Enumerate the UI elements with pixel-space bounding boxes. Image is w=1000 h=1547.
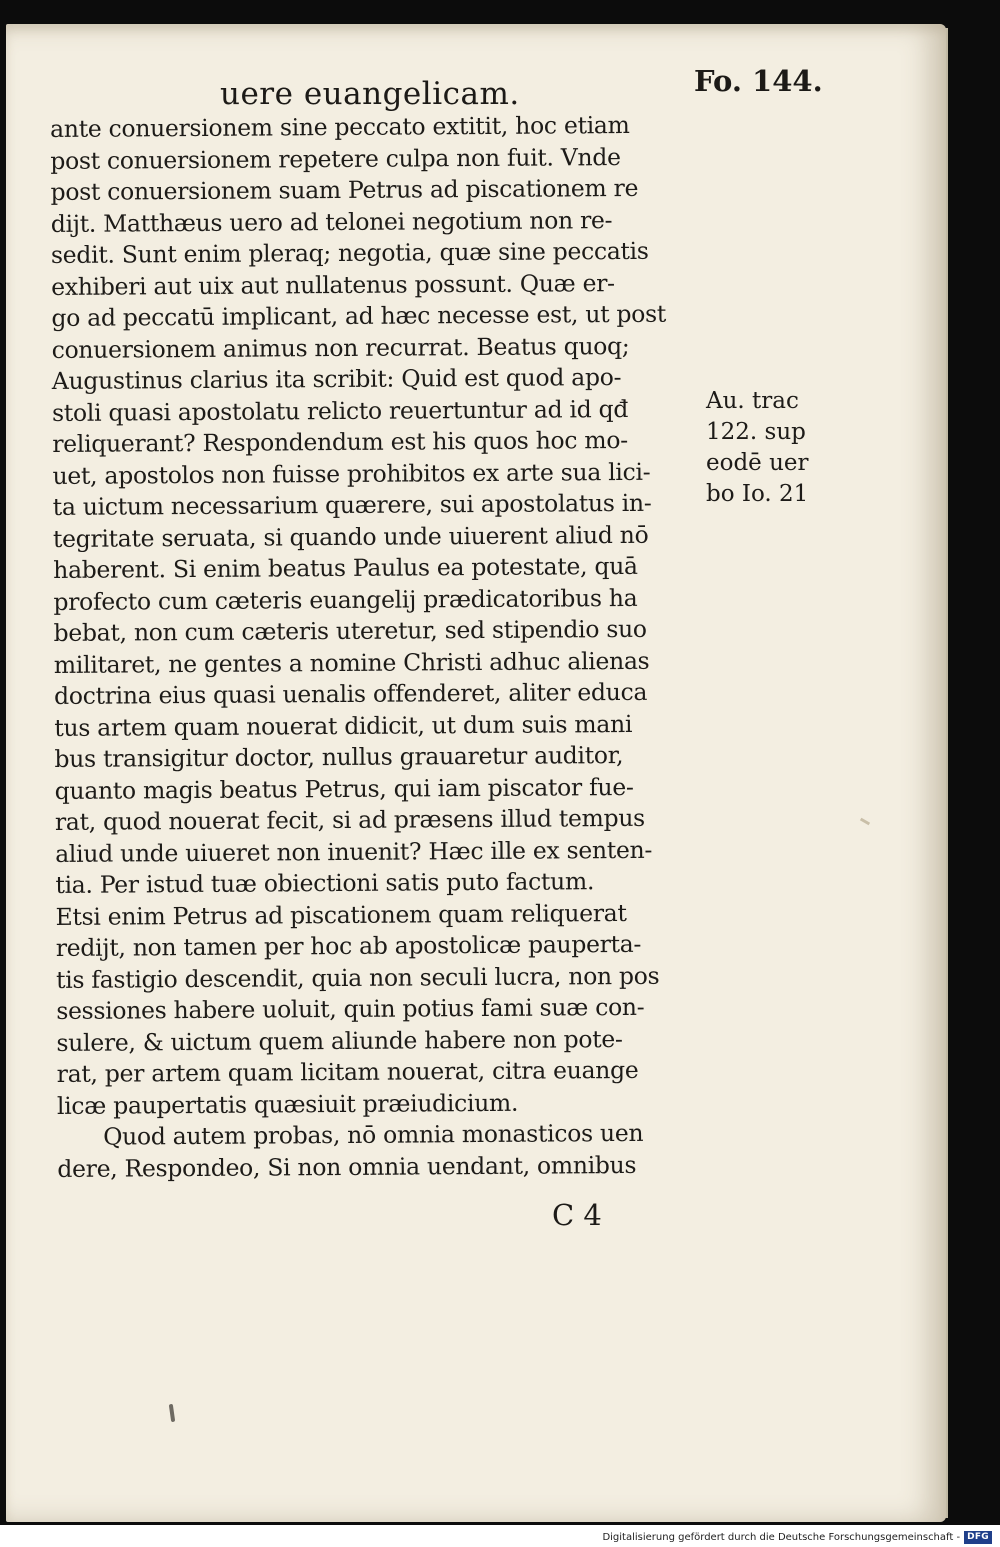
- marginal-note-line: bo Io. 21: [706, 481, 809, 507]
- text-line: tia. Per istud tuæ obiectioni satis puto factum.: [55, 867, 595, 899]
- marginal-note-line: 122. sup: [706, 419, 806, 445]
- main-text-block: [50, 109, 712, 1185]
- text-line: ta uictum necessarium quærere, sui apostolatus in-: [52, 488, 652, 521]
- text-line: conuersionem animus non recurrat. Beatus quoq;: [51, 331, 630, 364]
- text-line: bebat, non cum cæteris uteretur, sed stipendio suo: [53, 614, 647, 647]
- running-head: uere euangelicam.: [220, 76, 520, 112]
- text-line: rat, quod nouerat fecit, si ad præsens illud tempus: [54, 803, 645, 836]
- text-line: militaret, ne gentes a nomine Christi adhuc alienas: [53, 646, 650, 679]
- text-line: Quod autem probas, nō omnia monasticos uen: [103, 1118, 644, 1151]
- marginal-note-line: eodē uer: [706, 450, 809, 476]
- text-line: bus transigitur doctor, nullus grauaretur auditor,: [54, 741, 624, 773]
- text-line: licæ paupertatis quæsiuit præiudicium.: [56, 1088, 519, 1120]
- dfg-logo: DFG: [964, 1531, 992, 1544]
- digitization-credit: [602, 1530, 992, 1544]
- text-line: stoli quasi apostolatu relicto reuertuntur ad id qđ: [51, 394, 629, 427]
- text-line: uet, apostolos non fuisse prohibitos ex arte sua lici-: [52, 457, 651, 490]
- text-line: dere, Respondeo, Si non omnia uendant, omnibus: [57, 1150, 637, 1183]
- text-line: Etsi enim Petrus ad piscationem quam reliquerat: [55, 898, 627, 931]
- text-line: quanto magis beatus Petrus, qui iam piscator fue-: [54, 772, 634, 805]
- text-line: ante conuersionem sine peccato extitit, hoc etiam: [50, 110, 630, 143]
- text-line: tegritate seruata, si quando unde uiuerent aliud nō: [52, 520, 649, 553]
- text-line: redijt, non tamen per hoc ab apostolicæ pauperta-: [55, 929, 642, 962]
- text-line: sessiones habere uoluit, quin potius fami suæ con-: [56, 992, 645, 1025]
- text-line: Augustinus clarius ita scribit: Quid est quod apo-: [51, 363, 622, 395]
- text-line: aliud unde uiueret non inuenit? Hæc ille ex senten-: [55, 835, 653, 868]
- text-line: haberent. Si enim beatus Paulus ea potestate, quā: [53, 551, 638, 584]
- text-line: rat, per artem quam licitam nouerat, citra euange: [56, 1055, 639, 1088]
- text-line: tus artem quam nouerat didicit, ut dum suis mani: [54, 709, 633, 742]
- text-line: doctrina eius quasi uenalis offenderet, aliter educa: [53, 677, 648, 710]
- text-line: profecto cum cæteris euangelij prædicatoribus ha: [53, 583, 638, 616]
- text-line: post conuersionem repetere culpa non fuit. Vnde: [50, 142, 621, 175]
- signature-mark: C 4: [552, 1198, 602, 1232]
- text-line: go ad peccatū implicant, ad hæc necesse est, ut post: [51, 299, 667, 332]
- text-line: sulere, & uictum quem aliunde habere non pote-: [56, 1024, 623, 1057]
- text-line: post conuersionem suam Petrus ad piscationem re: [50, 173, 639, 206]
- text-line: tis fastigio descendit, quia non seculi lucra, non pos: [55, 961, 660, 994]
- text-line: sedit. Sunt enim pleraq; negotia, quæ sine peccatis: [50, 236, 649, 269]
- folio-number: Fo. 144.: [694, 64, 823, 98]
- text-line: exhiberi aut uix aut nullatenus possunt. Quæ er-: [51, 268, 615, 301]
- credit-text: Digitalisierung gefördert durch die Deutsche Forschungsgemeinschaft -: [602, 1531, 961, 1543]
- text-line: dijt. Matthæus uero ad telonei negotium non re-: [50, 205, 613, 238]
- text-line: reliquerant? Respondendum est his quos hoc mo-: [52, 425, 628, 458]
- marginal-note: [706, 386, 824, 510]
- marginal-note-line: Au. trac: [706, 388, 799, 414]
